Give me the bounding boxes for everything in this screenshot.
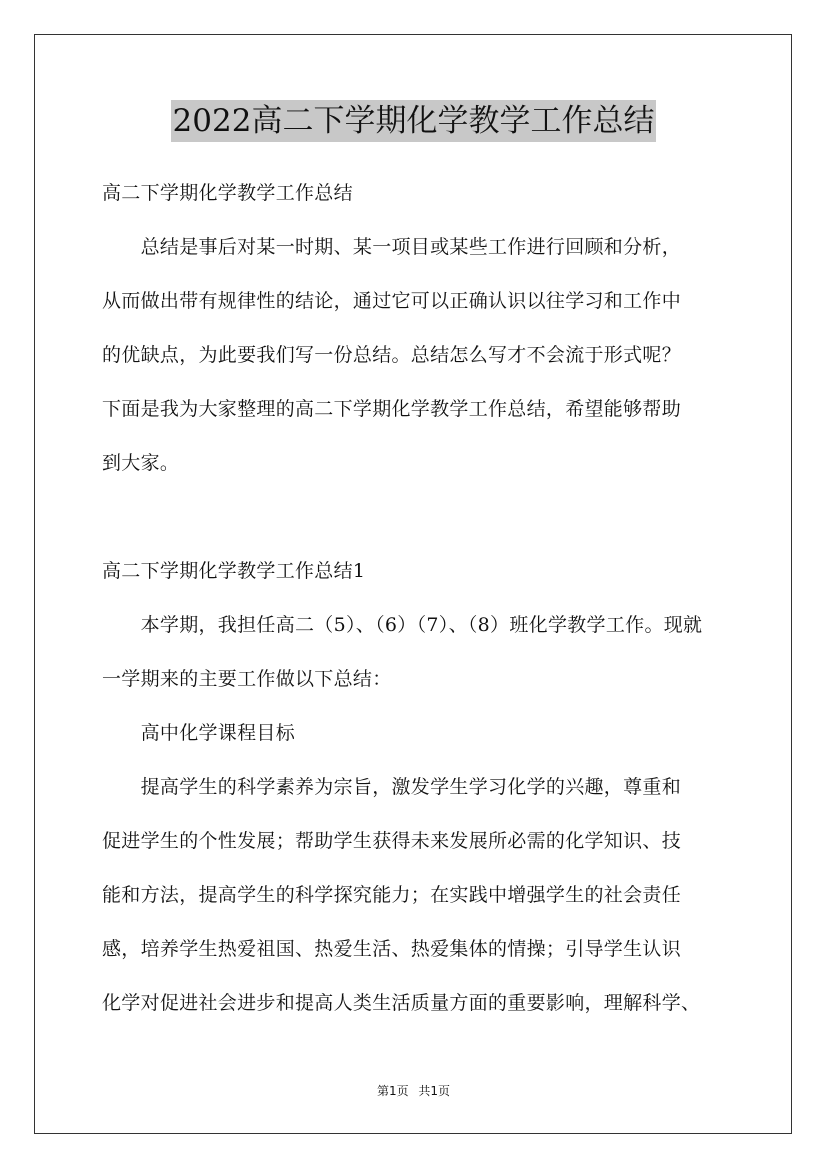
page-number: 第1页 [376, 1084, 409, 1098]
paragraph-line: 本学期，我担任高二（5）、（6）（7）、（8）班化学教学工作。现就 [102, 614, 703, 636]
paragraph-line: 从而做出带有规律性的结论，通过它可以正确认识以往学习和工作中 [102, 290, 682, 312]
paragraph-line: 促进学生的个性发展；帮助学生获得未来发展所必需的化学知识、技 [102, 830, 682, 852]
paragraph-line: 感，培养学生热爱祖国、热爱生活、热爱集体的情操；引导学生认识 [102, 938, 682, 960]
paragraph-line: 到大家。 [102, 452, 180, 474]
paragraph-line: 的优缺点，为此要我们写一份总结。总结怎么写才不会流于形式呢？ [102, 344, 682, 366]
section-heading: 高二下学期化学教学工作总结1 [102, 560, 366, 582]
document-title: 2022高二下学期化学教学工作总结 [171, 100, 657, 142]
subheading: 高中化学课程目标 [102, 722, 296, 744]
paragraph-line: 能和方法，提高学生的科学探究能力；在实践中增强学生的社会责任 [102, 884, 682, 906]
section-heading: 高二下学期化学教学工作总结 [102, 182, 353, 204]
paragraph-line: 总结是事后对某一时期、某一项目或某些工作进行回顾和分析， [102, 236, 682, 258]
page-total: 共1页 [418, 1084, 451, 1098]
paragraph-line: 一学期来的主要工作做以下总结： [102, 668, 392, 690]
paragraph-line: 下面是我为大家整理的高二下学期化学教学工作总结，希望能够帮助 [102, 398, 682, 420]
paragraph-line: 化学对促进社会进步和提高人类生活质量方面的重要影响，理解科学、 [102, 992, 701, 1014]
title-container [0, 100, 827, 142]
paragraph-line: 提高学生的科学素养为宗旨，激发学生学习化学的兴趣，尊重和 [102, 776, 682, 798]
page-footer [0, 1083, 827, 1099]
